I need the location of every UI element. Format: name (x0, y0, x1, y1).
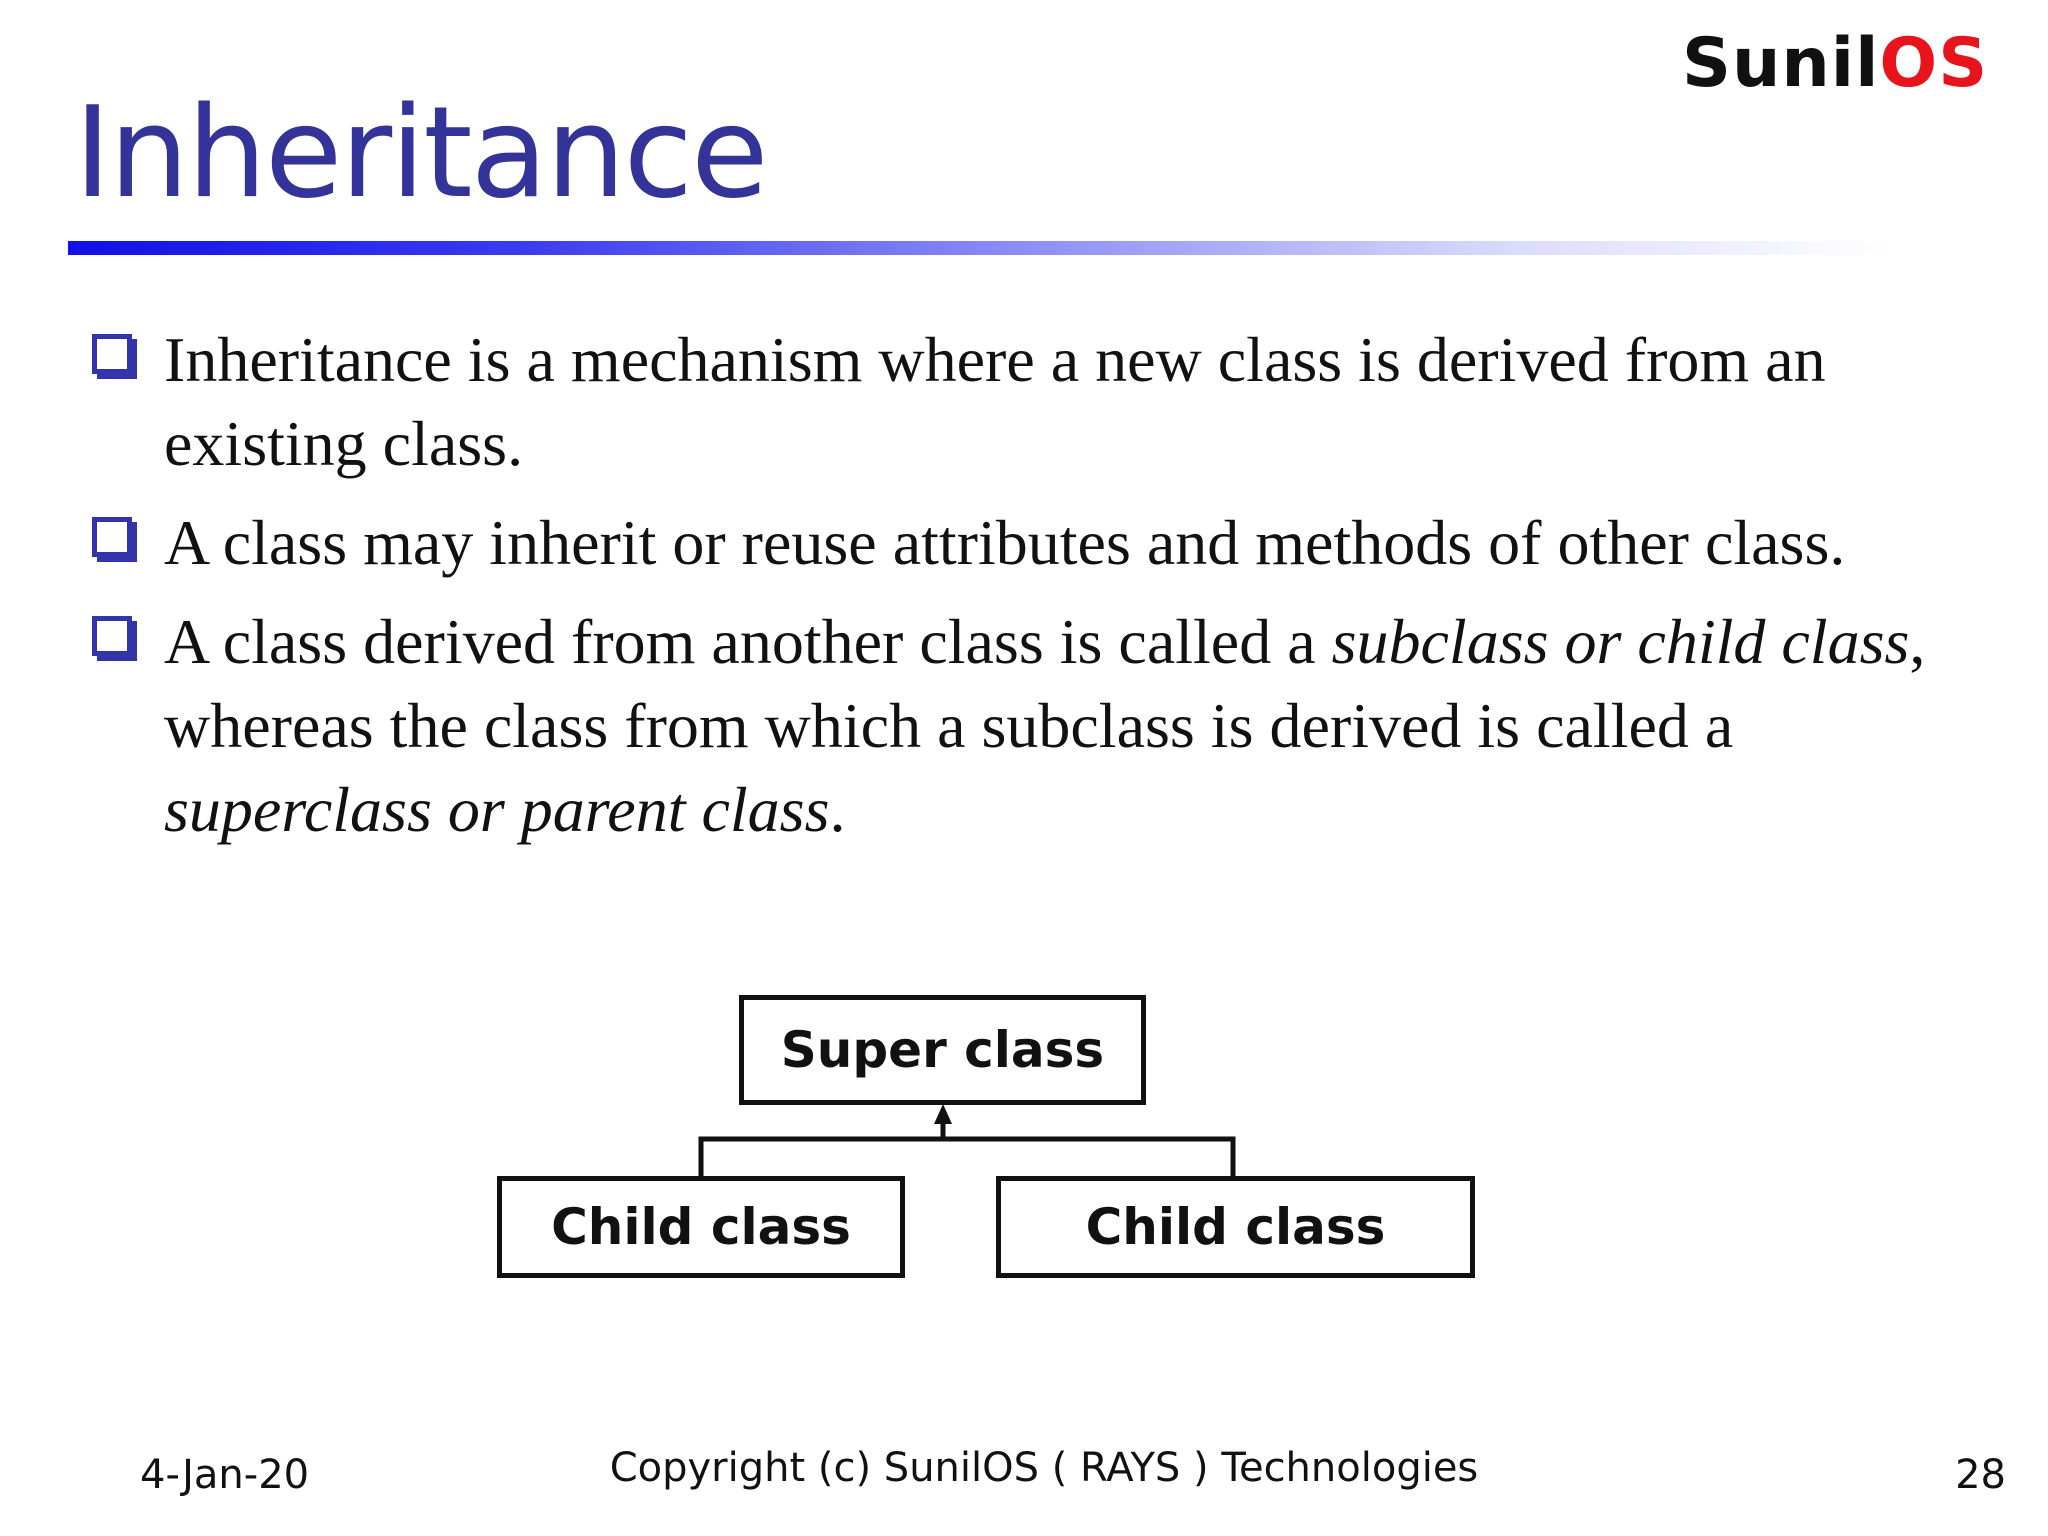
bullet-segment: . (829, 774, 846, 845)
bullet-segment: A class derived from another class is called a (164, 606, 1332, 677)
bullet-item (92, 600, 1992, 852)
bullet-item (92, 318, 1992, 486)
slide-title: Inheritance (74, 79, 767, 226)
bullet-segment: A class may inherit or reuse attributes and methods of other class. (164, 507, 1846, 578)
connector-line (701, 1139, 1233, 1176)
bullet-segment: Inheritance is a mechanism where a new class is derived from an existing class. (164, 324, 1826, 479)
superclass-label: Super class (780, 1021, 1105, 1079)
bullet-segment-italic: superclass or parent class (164, 774, 830, 845)
logo-text-os: OS (1879, 24, 1989, 103)
checkbox-bullet-icon (92, 517, 132, 557)
footer-date: 4-Jan-20 (140, 1452, 310, 1498)
superclass-box (739, 995, 1146, 1105)
logo-text-sunil: Sunil (1682, 24, 1880, 103)
checkbox-bullet-icon (92, 616, 132, 656)
child-class-label: Child class (1085, 1198, 1386, 1256)
checkbox-bullet-icon (92, 334, 132, 374)
bullet-item (92, 501, 1992, 585)
child-class-label: Child class (551, 1198, 851, 1256)
bullet-segment-italic: subclass or child class (1331, 606, 1910, 677)
child-class-box (497, 1176, 905, 1278)
title-underline-bar (68, 241, 1888, 255)
sunilos-logo (1682, 24, 1989, 103)
arrowhead-up-icon (934, 1104, 952, 1124)
page-number: 28 (1955, 1452, 2006, 1498)
child-class-box (996, 1176, 1475, 1278)
bullet-list (92, 318, 1992, 867)
bullet-segment: , whereas the class from which a subclass is derived is called a (164, 606, 1926, 761)
footer-copyright: Copyright (c) SunilOS ( RAYS ) Technologies (609, 1445, 1479, 1491)
